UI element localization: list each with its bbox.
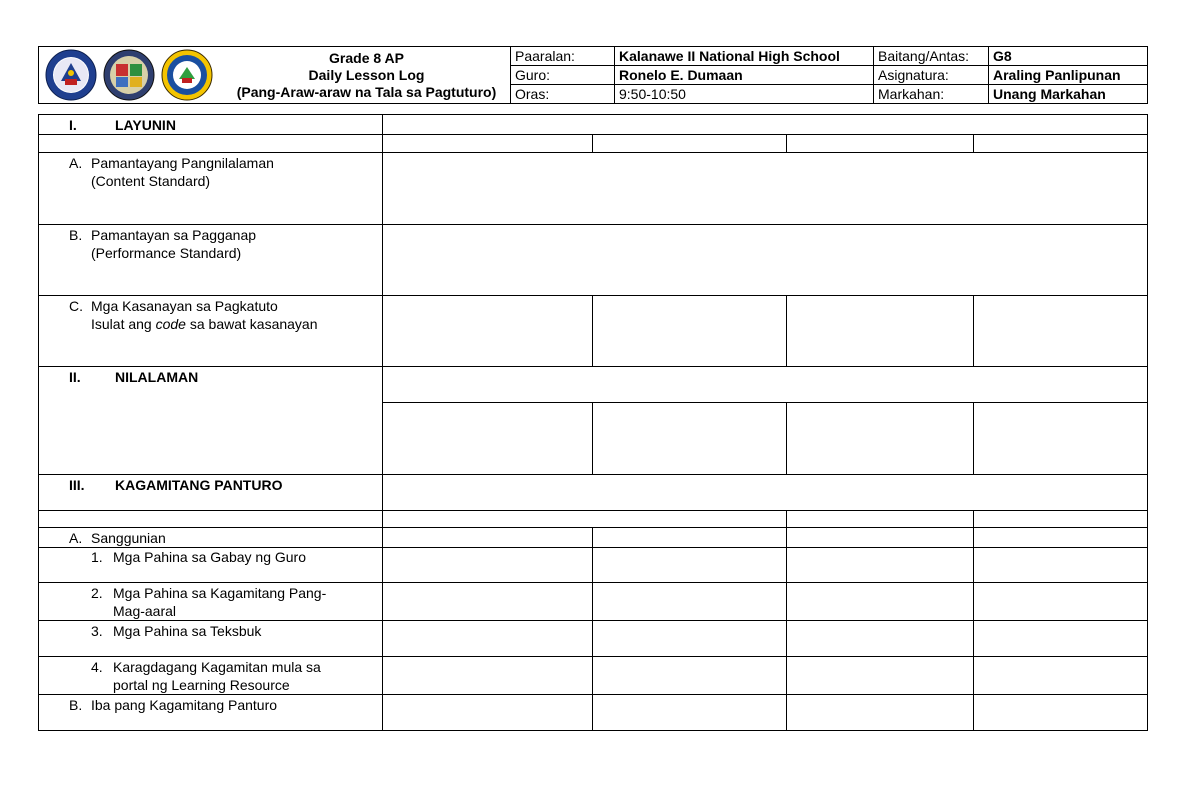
header-table [38, 46, 1148, 104]
division-seal-icon [103, 49, 155, 101]
ref-3-day-1[interactable] [383, 621, 593, 657]
section-nilalaman [39, 367, 383, 475]
ref-4-day-3[interactable] [787, 657, 974, 695]
ref-1-day-4[interactable] [974, 548, 1148, 583]
item-line-2 [69, 315, 382, 333]
ref-2-day-2[interactable] [593, 583, 787, 621]
school-value: Kalanawe II National High School [615, 47, 874, 66]
ref-1-day-1[interactable] [383, 548, 593, 583]
teacher-label: Guro: [511, 66, 615, 85]
ref-number: 2. [91, 585, 103, 601]
nilalaman-day-2[interactable] [593, 403, 787, 475]
ref-line-2: portal ng Learning Resource [113, 677, 290, 693]
day-1-header-cell[interactable] [383, 135, 593, 153]
iba-pa-label [39, 695, 383, 731]
kagamitan-day-3[interactable] [787, 511, 974, 528]
day-4-header-cell[interactable] [974, 135, 1148, 153]
grade-level-value: G8 [989, 47, 1148, 66]
time-label: Oras: [511, 85, 615, 104]
grade-level-label: Baitang/Antas: [874, 47, 989, 66]
teacher-value: Ronelo E. Dumaan [615, 66, 874, 85]
item-line-2: (Content Standard) [91, 173, 211, 189]
ref-4-day-2[interactable] [593, 657, 787, 695]
school-seal-icon [161, 49, 213, 101]
ref-number: 1. [91, 549, 103, 565]
ref-line-2: Mag-aaral [113, 603, 177, 619]
day-2-header-cell[interactable] [593, 135, 787, 153]
kagamitan-blank-label [39, 511, 383, 528]
kagamitan-content-cell[interactable] [383, 475, 1148, 511]
sanggunian-day-4[interactable] [974, 528, 1148, 548]
competencies-day-3[interactable] [787, 296, 974, 367]
sanggunian-day-3[interactable] [787, 528, 974, 548]
iba-pa-day-2[interactable] [593, 695, 787, 731]
ref-2-day-1[interactable] [383, 583, 593, 621]
item-label: Iba pang Kagamitang Panturo [91, 697, 278, 713]
logo-group [39, 49, 213, 101]
sanggunian-day-2[interactable] [593, 528, 787, 548]
item-line-1: Pamantayang Pangnilalaman [91, 155, 274, 171]
line-2-emphasis: code [155, 316, 186, 332]
sanggunian-label [39, 528, 383, 548]
item-letter: A. [69, 530, 83, 546]
reference-item-3 [39, 621, 383, 657]
item-letter: C. [69, 298, 83, 314]
competencies-day-1[interactable] [383, 296, 593, 367]
lesson-log-table [38, 114, 1148, 731]
section-number: II. [69, 369, 81, 385]
ref-line-1: Karagdagang Kagamitan mula sa [113, 659, 321, 675]
title-line-3: (Pang-Araw-araw na Tala sa Pagtuturo) [236, 84, 497, 100]
iba-pa-day-4[interactable] [974, 695, 1148, 731]
layunin-content-cell[interactable] [383, 115, 1148, 135]
ref-1-day-2[interactable] [593, 548, 787, 583]
performance-standard-label [39, 225, 383, 296]
nilalaman-day-1[interactable] [383, 403, 593, 475]
ref-line-1: Mga Pahina sa Kagamitang Pang- [113, 585, 327, 601]
ref-number: 3. [91, 623, 103, 639]
ref-3-day-2[interactable] [593, 621, 787, 657]
item-line-1: Pamantayan sa Pagganap [91, 227, 257, 243]
header-logo-title-cell [39, 47, 511, 104]
quarter-label: Markahan: [874, 85, 989, 104]
line-2-pre: Isulat ang [91, 316, 156, 332]
section-layunin [39, 115, 383, 135]
day-3-header-cell[interactable] [787, 135, 974, 153]
ref-line-1: Mga Pahina sa Gabay ng Guro [113, 549, 307, 565]
section-label: NILALAMAN [115, 369, 199, 385]
quarter-value: Unang Markahan [989, 85, 1148, 104]
ref-number: 4. [91, 659, 103, 675]
nilalaman-day-4[interactable] [974, 403, 1148, 475]
ref-1-day-3[interactable] [787, 548, 974, 583]
section-label: KAGAMITANG PANTURO [115, 477, 283, 493]
item-letter: A. [69, 155, 83, 171]
iba-pa-day-3[interactable] [787, 695, 974, 731]
content-standard-cell[interactable] [383, 153, 1148, 225]
ref-3-day-4[interactable] [974, 621, 1148, 657]
item-letter: B. [69, 227, 83, 243]
day-header-blank [39, 135, 383, 153]
section-kagamitan [39, 475, 383, 511]
item-letter: B. [69, 697, 83, 713]
title-line-2: Daily Lesson Log [308, 67, 425, 83]
nilalaman-content-cell[interactable] [383, 367, 1148, 403]
time-value: 9:50-10:50 [615, 85, 874, 104]
competencies-day-2[interactable] [593, 296, 787, 367]
iba-pa-day-1[interactable] [383, 695, 593, 731]
line-2-post: sa bawat kasanayan [185, 316, 318, 332]
content-standard-label [39, 153, 383, 225]
ref-4-day-1[interactable] [383, 657, 593, 695]
school-label: Paaralan: [511, 47, 615, 66]
subject-value: Araling Panlipunan [989, 66, 1148, 85]
competencies-label [39, 296, 383, 367]
ref-line-1: Mga Pahina sa Teksbuk [113, 623, 262, 639]
competencies-day-4[interactable] [974, 296, 1148, 367]
ref-2-day-4[interactable] [974, 583, 1148, 621]
item-label: Sanggunian [91, 530, 166, 546]
kagamitan-day-4[interactable] [974, 511, 1148, 528]
reference-item-4 [39, 657, 383, 695]
title-line-1: Grade 8 AP [329, 50, 404, 66]
subject-label: Asignatura: [874, 66, 989, 85]
reference-item-1 [39, 548, 383, 583]
deped-seal-icon [45, 49, 97, 101]
lesson-log-title [213, 49, 510, 101]
section-number: III. [69, 477, 85, 493]
performance-standard-cell[interactable] [383, 225, 1148, 296]
section-number: I. [69, 117, 77, 133]
ref-3-day-3[interactable] [787, 621, 974, 657]
item-line-2: (Performance Standard) [91, 245, 242, 261]
ref-4-day-4[interactable] [974, 657, 1148, 695]
sanggunian-day-1[interactable] [383, 528, 593, 548]
section-label: LAYUNIN [115, 117, 176, 133]
reference-item-2 [39, 583, 383, 621]
item-line-1: Mga Kasanayan sa Pagkatuto [91, 298, 278, 314]
nilalaman-day-3[interactable] [787, 403, 974, 475]
kagamitan-day-1-2[interactable] [383, 511, 787, 528]
ref-2-day-3[interactable] [787, 583, 974, 621]
